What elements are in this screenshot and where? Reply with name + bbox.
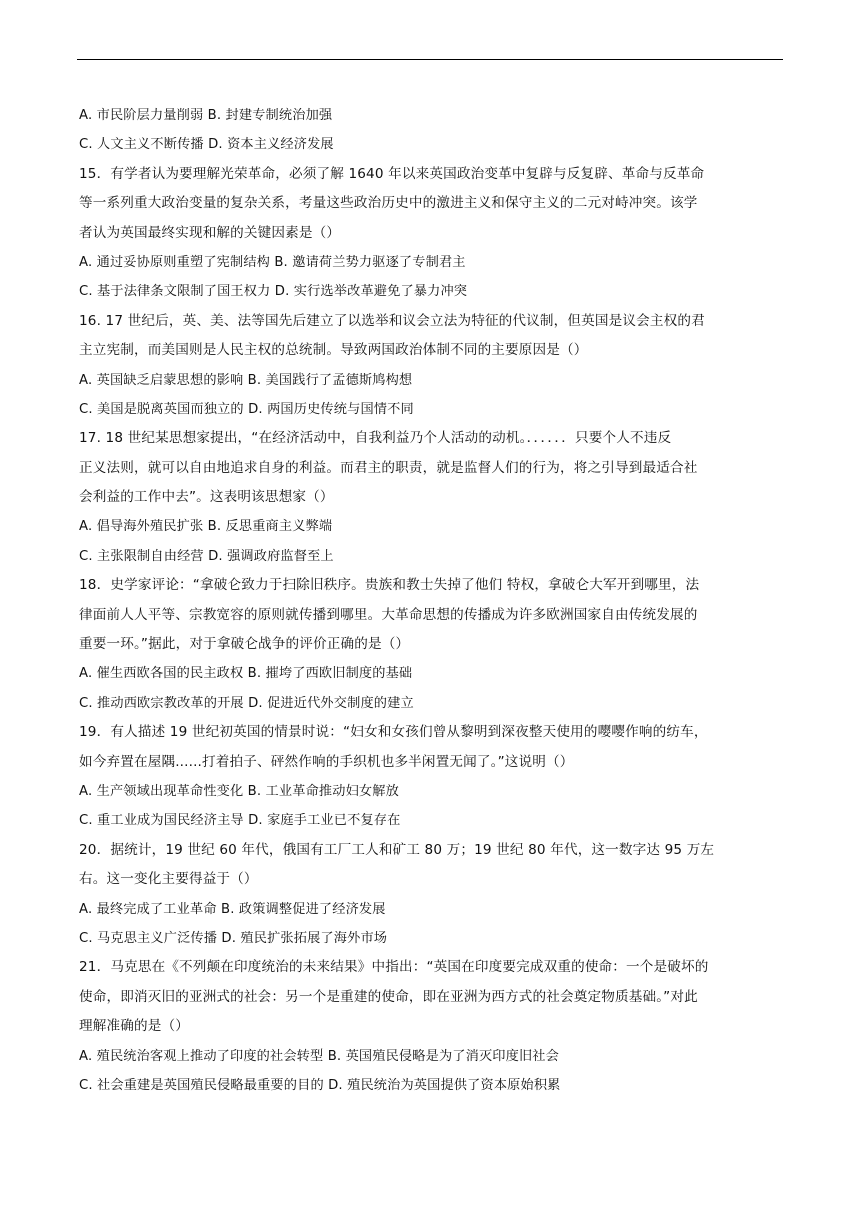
option-line: A. 最终完成了工业革命 B. 政策调整促进了经济发展 bbox=[79, 901, 386, 917]
question-18-line: 18．史学家评论：“拿破仑致力于扫除旧秩序。贵族和教士失掉了他们 特权，拿破仑大军开到哪里，法 bbox=[79, 577, 700, 594]
question-21-line: 21．马克思在《不列颠在印度统治的未来结果》中指出：“英国在印度要完成双重的使命：一个是破坏的 bbox=[79, 959, 709, 976]
question-17-line: 正义法则，就可以自由地追求自身的利益。而君主的职责，就是监督人们的行为，将之引导到最适合社 bbox=[79, 459, 698, 476]
option-line: C. 主张限制自由经营 D. 强调政府监督至上 bbox=[79, 548, 334, 564]
question-20-line: 20．据统计，19 世纪 60 年代，俄国有工厂工人和矿工 80 万；19 世纪 80 年代，这一数字达 95 万左 bbox=[79, 841, 715, 858]
option-line: C. 基于法律条文限制了国王权力 D. 实行选举改革避免了暴力冲突 bbox=[79, 284, 468, 300]
option-line: C. 美国是脱离英国而独立的 D. 两国历史传统与国情不同 bbox=[79, 401, 414, 417]
option-line: A. 倡导海外殖民扩张 B. 反思重商主义弊端 bbox=[79, 519, 333, 535]
question-15-line: 15．有学者认为要理解光荣革命，必须了解 1640 年以来英国政治变革中复辟与反复辟、革命与反革命 bbox=[79, 165, 705, 182]
option-line: C. 社会重建是英国殖民侵略最重要的目的 D. 殖民统治为英国提供了资本原始积累 bbox=[79, 1077, 561, 1093]
question-16-line: 主立宪制，而美国则是人民主权的总统制。导致两国政治体制不同的主要原因是（） bbox=[79, 342, 588, 359]
option-line: C. 马克思主义广泛传播 D. 殖民扩张拓展了海外市场 bbox=[79, 930, 388, 946]
option-line: A. 英国缺乏启蒙思想的影响 B. 美国践行了孟德斯鸠构想 bbox=[79, 372, 413, 388]
question-15-line: 者认为英国最终实现和解的关键因素是（） bbox=[79, 224, 341, 241]
question-20-line: 右。这一变化主要得益于（） bbox=[79, 871, 258, 888]
option-line: C. 重工业成为国民经济主导 D. 家庭手工业已不复存在 bbox=[79, 813, 401, 829]
option-line: A. 生产领域出现革命性变化 B. 工业革命推动妇女解放 bbox=[79, 783, 399, 799]
question-19-line: 19．有人描述 19 世纪初英国的情景时说：“妇女和女孩们曾从黎明到深夜整天使用的嘤嘤作响的纺车， bbox=[79, 724, 708, 741]
question-21-line: 使命，即消灭旧的亚洲式的社会：另一个是重建的使命，即在亚洲为西方式的社会奠定物质基础。”对此 bbox=[79, 988, 698, 1005]
option-line: A. 市民阶层力量削弱 B. 封建专制统治加强 bbox=[79, 108, 333, 123]
question-18-line: 律面前人人平等、宗教宽容的原则就传播到哪里。大革命思想的传播成为许多欧洲国家自由传统发展的 bbox=[79, 606, 698, 623]
question-21-line: 理解准确的是（） bbox=[79, 1018, 189, 1035]
question-17-line: 会利益的工作中去”。这表明该思想家（） bbox=[79, 489, 334, 506]
question-19-line: 如今弃置在屋隅......打着拍子、砰然作响的手织机也多半闲置无闻了。”这说明（） bbox=[79, 753, 574, 770]
question-15-line: 等一系列重大政治变量的复杂关系，考量这些政治历史中的激进主义和保守主义的二元对峙冲突。该学 bbox=[79, 195, 698, 212]
question-17-line: 17. 18 世纪某思想家提出，“在经济活动中，自我利益乃个人活动的动机。．．．．．．只要个人不违反 bbox=[79, 430, 672, 447]
option-line: C. 推动西欧宗教改革的开展 D. 促进近代外交制度的建立 bbox=[79, 695, 414, 711]
option-line: A. 殖民统治客观上推动了印度的社会转型 B. 英国殖民侵略是为了消灭印度旧社会 bbox=[79, 1048, 559, 1064]
header-rule bbox=[77, 59, 783, 60]
option-line: A. 催生西欧各国的民主政权 B. 摧垮了西欧旧制度的基础 bbox=[79, 666, 413, 682]
option-line: C. 人文主义不断传播 D. 资本主义经济发展 bbox=[79, 137, 334, 153]
question-16-line: 16. 17 世纪后，英、美、法等国先后建立了以选举和议会立法为特征的代议制，但英国是议会主权的君 bbox=[79, 312, 705, 329]
option-line: A. 通过妥协原则重塑了宪制结构 B. 邀请荷兰势力驱逐了专制君主 bbox=[79, 254, 466, 270]
question-18-line: 重要一环。”据此，对于拿破仑战争的评价正确的是（） bbox=[79, 636, 410, 653]
question-text-block bbox=[79, 101, 779, 1100]
